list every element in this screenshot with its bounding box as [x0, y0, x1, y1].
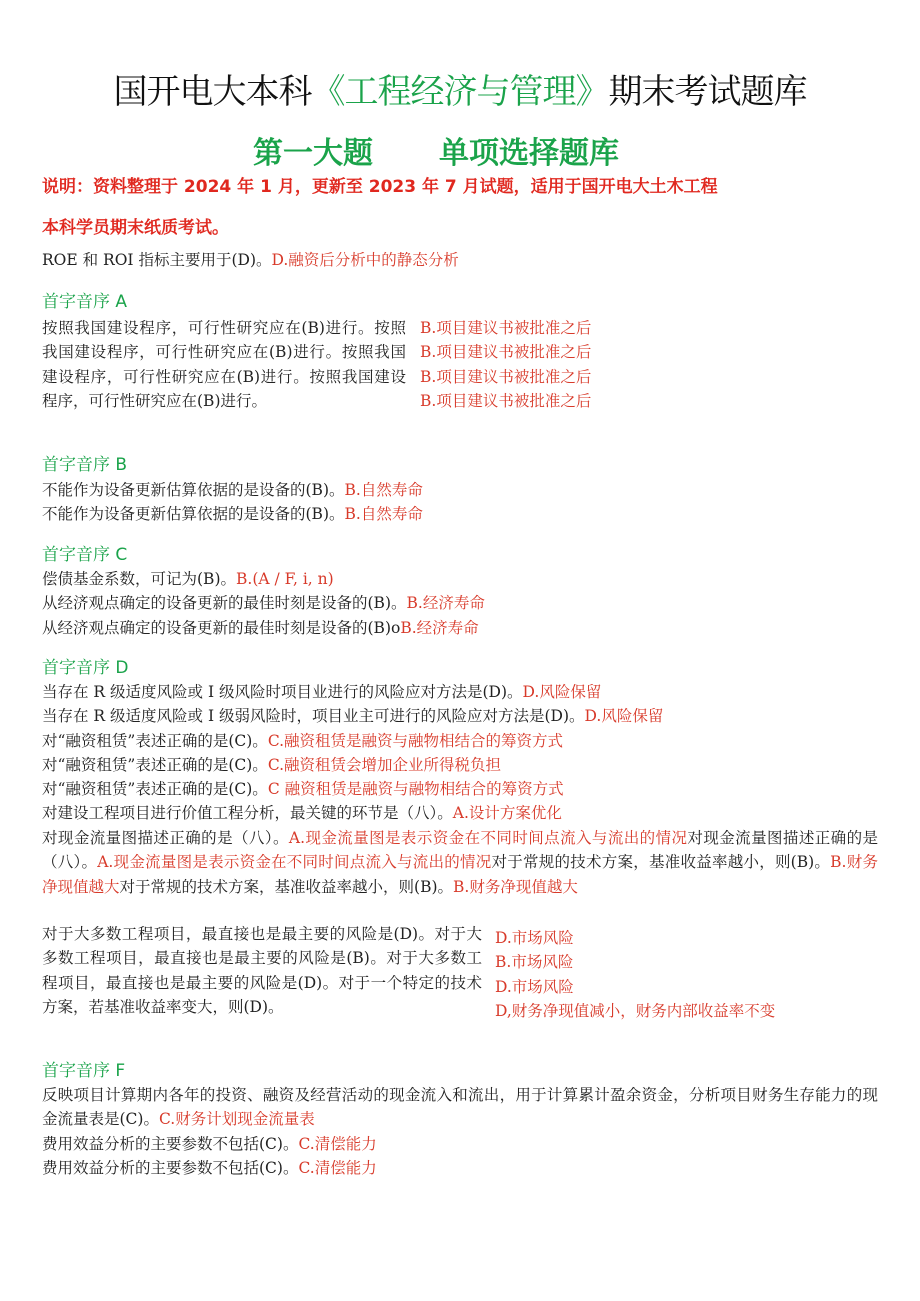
question-text: 费用效益分析的主要参数不包括(C)。: [42, 1135, 299, 1153]
answer-text: B.自然寿命: [344, 505, 423, 524]
section-heading-f: 首字音序 F: [42, 1061, 126, 1081]
list-item: [42, 478, 423, 502]
section-heading-a: 首字音序 A: [42, 292, 128, 312]
question-text: 反映项目计算期内各年的投资、融资及经营活动的现金流入和流出，用于计算累计盈余资金，分析项目财务生存能力的现金流量表是(C)。: [42, 1086, 878, 1129]
question-text: 从经济观点确定的设备更新的最佳时刻是设备的(B)o: [42, 618, 401, 637]
question-text: ROE 和 ROI 指标主要用于(D)。: [42, 251, 272, 269]
list-item: [42, 502, 423, 526]
section-d-answers-2: [495, 926, 775, 1023]
section-title-part1: 第一大题: [253, 136, 373, 171]
answer-text: C 融资租赁是融资与融物相结合的筹资方式: [267, 780, 564, 799]
question-text: 费用效益分析的主要参数不包括(C)。: [42, 1159, 299, 1178]
answer-text: B.经济寿命: [400, 618, 479, 637]
answer-text: B.市场风险: [495, 953, 574, 972]
question-text: 当存在 R 级适度风险或 I 级弱风险时，项目业主可进行的风险应对方法是(D)。: [42, 707, 585, 726]
title-suffix: 期末考试题库: [608, 72, 807, 112]
section-a-paragraph: 按照我国建设程序，可行性研究应在(B)进行。按照我国建设程序，可行性研究应在(B)进行。按照我国建设程序，可行性研究应在(B)进行。按照我国建设程序，可行性研究应在(B)进行。: [42, 319, 406, 410]
answer-text: B.项目建议书被批准之后: [420, 367, 592, 386]
list-item: [42, 680, 663, 704]
page-title: [0, 64, 920, 113]
answer-text: A.设计方案优化: [452, 804, 562, 823]
answer-text: C.融资租赁是融资与融物相结合的筹资方式: [267, 731, 564, 750]
list-item: [42, 567, 485, 591]
question-text: 不能作为设备更新估算依据的是设备的(B)。: [42, 505, 345, 524]
answer-text: C.清偿能力: [298, 1135, 377, 1153]
answer-text: B.项目建议书被批准之后: [420, 343, 592, 362]
question-text: 对“融资租赁”表述正确的是(C)。: [42, 755, 268, 774]
section-d-paragraph-2: 对于大多数工程项目，最直接也是最主要的风险是(D)。对于大多数工程项目，最直接也是最主要的风险是(B)。对于大多数工程项目，最直接也是最主要的风险是(D)。对于一个特定的技术方案，若基准收益率变大，则(D)。: [42, 925, 482, 1016]
section-title-part2: 单项选择题库: [439, 136, 619, 171]
question-text: 当存在 R 级适度风险或 I 级风险时项目业进行的风险应对方法是(D)。: [42, 683, 523, 701]
list-item: [42, 753, 663, 777]
answer-text: B.财务净现值越大: [453, 877, 578, 896]
question-text: 对于常规的技术方案，基准收益率越小，则(B)。: [119, 877, 454, 896]
section-heading-b: 首字音序 B: [42, 455, 128, 475]
answer-text: B.(A / F, i, n): [236, 570, 334, 588]
answer-text: B.财务净现值越大: [42, 853, 878, 896]
answer-text: B.自然寿命: [344, 481, 423, 499]
list-item: [42, 591, 485, 615]
question-text: 对“融资租赁”表述正确的是(C)。: [42, 731, 268, 750]
list-item: [42, 729, 663, 753]
answer-text: D,财务净现值减小，财务内部收益率不变: [495, 1001, 776, 1020]
section-heading-c: 首字音序 C: [42, 545, 128, 565]
answer-text: B.项目建议书被批准之后: [420, 391, 592, 410]
answer-text: D.市场风险: [495, 977, 574, 996]
answer-text: D.市场风险: [495, 929, 574, 947]
question-text: 从经济观点确定的设备更新的最佳时刻是设备的(B)。: [42, 594, 407, 613]
answer-text: C.清偿能力: [298, 1159, 377, 1178]
list-item: [42, 1156, 377, 1180]
note-line-2: 本科学员期末纸质考试。: [42, 218, 229, 238]
question-text: 对现金流量图描述正确的是（八）。: [42, 829, 878, 872]
list-item: [42, 777, 663, 801]
section-b-list: [42, 478, 423, 527]
question-text: 对于常规的技术方案，基准收益率越小，则(B)。: [491, 853, 831, 872]
question-text: 对“融资租赁”表述正确的是(C)。: [42, 780, 268, 799]
question-text: 对建设工程项目进行价值工程分析，最关键的环节是（八）。: [42, 804, 453, 823]
answer-text: B.项目建议书被批准之后: [420, 319, 592, 337]
answer-text: D.融资后分析中的静态分析: [271, 251, 459, 269]
question-text: 对现金流量图描述正确的是（八）。: [42, 829, 289, 847]
answer-text: B.经济寿命: [406, 594, 485, 613]
question-text: 不能作为设备更新估算依据的是设备的(B)。: [42, 481, 345, 499]
list-item: [42, 1132, 377, 1156]
section-d-paragraph: [42, 826, 878, 899]
section-a-answers: [420, 316, 591, 413]
answer-text: D.风险保留: [584, 707, 664, 726]
note-line-1: 说明：资料整理于 2024 年 1 月，更新至 2023 年 7 月试题，适用于国开电大土木工程: [42, 177, 718, 197]
section-c-list: [42, 567, 485, 640]
list-item: [42, 801, 663, 825]
answer-text: A.现金流量图是表示资金在不同时间点流入与流出的情况: [288, 829, 688, 847]
list-item: [42, 616, 485, 640]
section-d-list: [42, 680, 663, 826]
list-item: [42, 704, 663, 728]
section-f-paragraph: [42, 1083, 878, 1132]
intro-question: [42, 248, 459, 272]
answer-text: C.融资租赁会增加企业所得税负担: [267, 755, 502, 774]
title-book: 《工程经济与管理》: [311, 72, 609, 112]
question-text: 偿债基金系数，可记为(B)。: [42, 570, 236, 588]
answer-text: D.风险保留: [522, 683, 602, 701]
answer-text: A.现金流量图是表示资金在不同时间点流入与流出的情况: [97, 853, 492, 872]
section-heading-d: 首字音序 D: [42, 658, 129, 678]
answer-text: C.财务计划现金流量表: [158, 1110, 315, 1129]
section-title: [253, 128, 619, 172]
section-f-list: [42, 1132, 377, 1181]
title-prefix: 国开电大本科: [113, 72, 312, 112]
